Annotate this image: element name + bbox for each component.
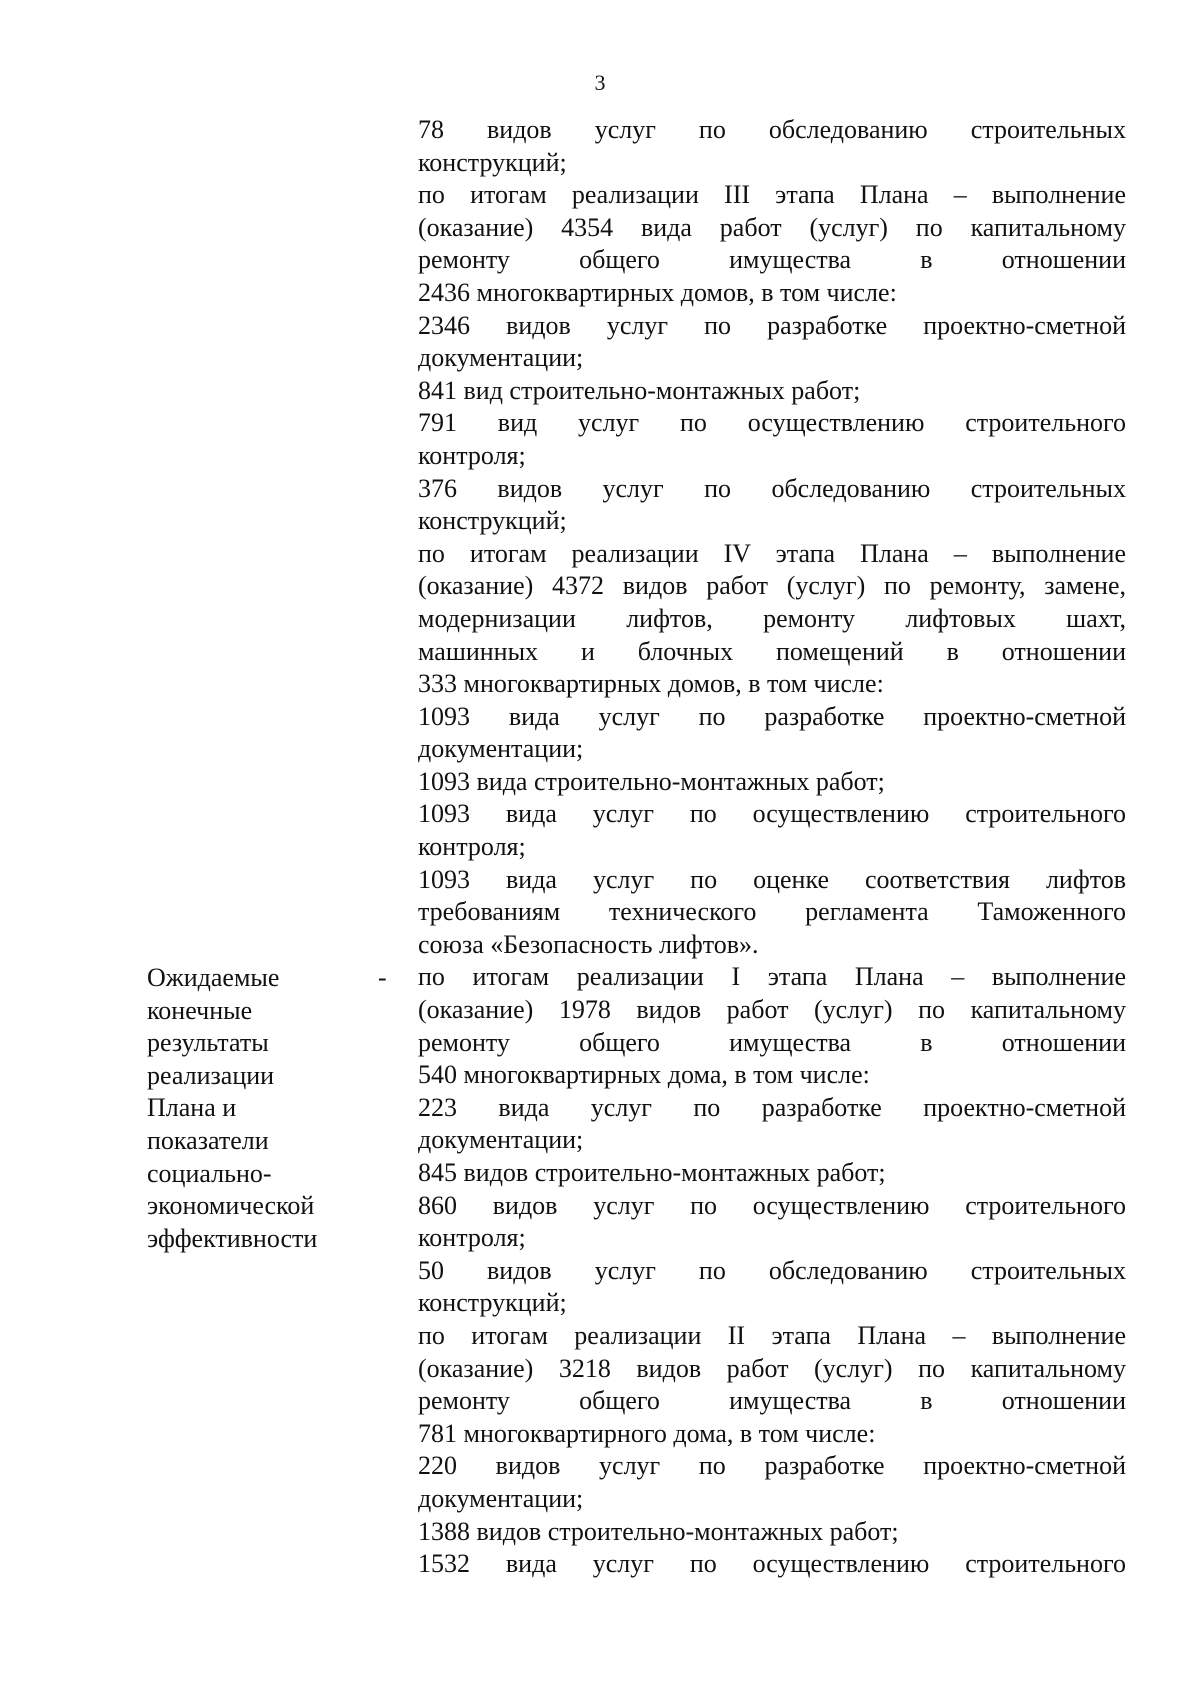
body-text-line: ремонту общего имущества в отношении: [418, 245, 1126, 275]
body-text-line: конструкций;: [418, 1288, 567, 1318]
section-label-line: Ожидаемые: [147, 963, 280, 992]
body-text-line: машинных и блочных помещений в отношении: [418, 636, 1126, 666]
body-text-line: документации;: [418, 343, 584, 373]
body-text-line: (оказание) 3218 видов работ (услуг) по капитальному: [418, 1353, 1126, 1383]
page-number: 3: [594, 70, 606, 95]
body-text-line: конструкций;: [418, 506, 567, 536]
body-text-line: 376 видов услуг по обследованию строительных: [418, 473, 1126, 503]
body-text-line: (оказание) 4372 видов работ (услуг) по ремонту, замене,: [418, 571, 1126, 601]
body-text-line: 78 видов услуг по обследованию строительных: [418, 115, 1126, 144]
body-text-line: документации;: [418, 734, 584, 764]
body-text-line: 223 вида услуг по разработке проектно-сметной: [418, 1092, 1126, 1122]
body-text-line: по итогам реализации II этапа Плана – выполнение: [418, 1320, 1126, 1350]
body-text-line: конструкций;: [418, 147, 567, 177]
body-text-line: по итогам реализации IV этапа Плана – выполнение: [418, 538, 1126, 568]
body-text-line: 1093 вида услуг по осуществлению строительного: [418, 799, 1126, 829]
body-text-line: 540 многоквартирных дома, в том числе:: [418, 1060, 870, 1090]
body-text-line: контроля;: [418, 440, 526, 470]
section-label-line: Плана и: [147, 1093, 237, 1123]
section-label-line: результаты: [147, 1028, 269, 1058]
body-text-line: 220 видов услуг по разработке проектно-сметной: [418, 1451, 1126, 1481]
label-dash: -: [378, 963, 387, 992]
section-label-line: социально-: [147, 1158, 272, 1188]
body-text-line: 791 вид услуг по осуществлению строительного: [418, 408, 1126, 438]
body-text-line: контроля;: [418, 832, 526, 862]
body-text-line: ремонту общего имущества в отношении: [418, 1386, 1126, 1416]
section-label-line: эффективности: [147, 1223, 318, 1253]
body-text-line: по итогам реализации I этапа Плана – выполнение: [418, 962, 1126, 992]
body-text-line: модернизации лифтов, ремонту лифтовых шахт,: [418, 603, 1126, 633]
body-text-line: 1093 вида услуг по разработке проектно-сметной: [418, 701, 1126, 731]
body-text-line: контроля;: [418, 1223, 526, 1253]
body-text-line: 50 видов услуг по обследованию строительных: [418, 1255, 1126, 1285]
body-text-line: 860 видов услуг по осуществлению строительного: [418, 1190, 1126, 1220]
section-label-line: реализации: [147, 1060, 275, 1090]
body-text-line: требованиям технического регламента Таможенного: [418, 897, 1126, 927]
body-text-line: 1532 вида услуг по осуществлению строительного: [418, 1549, 1126, 1579]
body-text-line: 841 вид строительно-монтажных работ;: [418, 375, 861, 405]
body-text-line: 845 видов строительно-монтажных работ;: [418, 1158, 886, 1187]
section-label-line: конечные: [147, 995, 253, 1025]
section-label: [147, 962, 377, 1255]
body-text-line: (оказание) 4354 вида работ (услуг) по капитальному: [418, 212, 1126, 242]
document-body-text: [418, 114, 1126, 1581]
body-text-line: документации;: [418, 1125, 584, 1155]
body-text-line: (оказание) 1978 видов работ (услуг) по капитальному: [418, 995, 1126, 1025]
body-text-line: 781 многоквартирного дома, в том числе:: [418, 1418, 876, 1448]
section-label-line: экономической: [147, 1191, 315, 1221]
body-text-line: союза «Безопасность лифтов».: [418, 929, 759, 959]
body-text-line: 1093 вида услуг по оценке соответствия лифтов: [418, 864, 1126, 894]
section-label-line: показатели: [147, 1125, 269, 1155]
body-text-line: по итогам реализации III этапа Плана – выполнение: [418, 180, 1126, 210]
body-text-line: ремонту общего имущества в отношении: [418, 1027, 1126, 1057]
body-text-line: 1388 видов строительно-монтажных работ;: [418, 1516, 899, 1546]
body-text-line: 2436 многоквартирных домов, в том числе:: [418, 277, 897, 307]
body-text-line: 1093 вида строительно-монтажных работ;: [418, 766, 885, 796]
body-text-line: 2346 видов услуг по разработке проектно-сметной: [418, 310, 1126, 340]
body-text-line: документации;: [418, 1483, 584, 1513]
body-text-line: 333 многоквартирных домов, в том числе:: [418, 669, 884, 699]
